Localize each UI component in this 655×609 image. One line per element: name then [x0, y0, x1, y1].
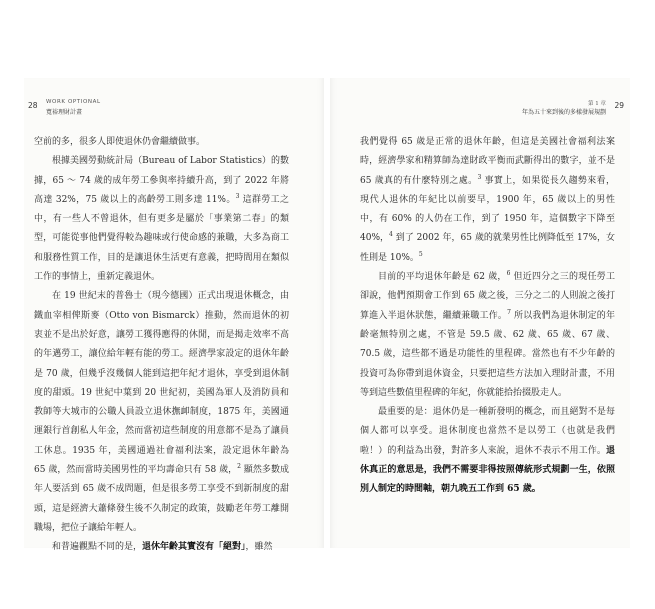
left-body-text — [34, 133, 289, 558]
body-paragraph — [34, 287, 289, 538]
body-paragraph — [360, 403, 615, 499]
text-run: 所以我們為退休制定的年齡毫無特別之處，不管是 59.5 歲、62 歲、65 歲、67 歲、70.5 歲，這些都不過是功能性的里程碑。當然也有不少年齡的投資可為你帶到退休資金，只要把這些方法加入理財計畫，不用等到這些數值里程碑的年紀，你就能拾抬掇股走人。 — [360, 310, 615, 398]
left-page — [24, 78, 324, 553]
text-run: 顯然多數成年人要活到 65 歲不成問題，但是很多勞工享受不到新制度的甜頭，這是經濟大蕭條發生後不久制定的政策，鼓勵老年勞工離開職場，把位子讓給年輕人。 — [34, 465, 289, 533]
footnote-marker: 4 — [389, 231, 393, 239]
footnote-marker: 3 — [477, 173, 482, 181]
footnote-marker: 5 — [418, 250, 423, 258]
footnote-marker: 3 — [235, 192, 240, 200]
text-run: ，雖然 — [245, 542, 273, 553]
right-body-text — [360, 133, 615, 500]
text-run: 空前的多，很多人即使退休仍會繼續做事。 — [34, 137, 206, 147]
running-head-title: 寬裕理財計畫 — [46, 109, 83, 116]
right-page — [330, 78, 630, 548]
running-head-chapter: 第 1 章 — [588, 101, 606, 107]
text-run: 最重要的是：退休仍是一種新發明的概念，而且絕對不是每個人都可以享受。退休制度也當然不是以勞工（也就是我們啦！）的利益為出發，對許多人來說，退休不表示不用工作。 — [360, 407, 615, 456]
emphasis-text: 退休真正的意思是，我們不需要非得按照傳統形式規劃一生，依照別人制定的時間軸，朝九晚五工作到 65 歲。 — [360, 445, 615, 495]
body-paragraph — [360, 268, 615, 403]
text-run: 這群勞工之中，有一些人不曾退休，但有更多是屬於「事業第二春」的類型，可能從事他們覺得較為趣味或行使命感的兼職，大多為商工和服務性質工作，目的是讓退休生活更有意義，把時間用在類似工作的事情上，重新定義退休。 — [34, 194, 289, 283]
text-run: 我們覺得 65 歲是正常的退休年齡，但這是美國社會福利法案時，經濟學家和精算師為達財政平衡而武斷得出的數字，並不是 65 歲真的有什麼特別之處。 — [360, 137, 615, 186]
text-run: 但近四分之三的現任勞工卻說，他們預期會工作到 65 歲之後，三分之二的人則說之後打算進入半退休狀態，繼續兼職工作。 — [360, 272, 615, 321]
text-run: 目前的平均退休年齡是 62 歲， — [378, 272, 507, 283]
text-run: 事實上，如果從長久趨勢來看，現代人退休的年紀比以前要早，1900 年，65 歲以上的男性中，有 60% 的人仍在工作，到了 1950 年，這個數字下降至 40%， — [360, 175, 615, 244]
body-paragraph — [34, 133, 289, 152]
text-run: 根據美國勞動統計局（Bureau of Labor Statistics）的數據，65 ～ 74 歲的成年勞工參與率持續升高，到了 2022 年將高達 32%，75 歲以上的高齡勞工則多達 11%。 — [34, 156, 289, 205]
page-number: 29 — [614, 101, 624, 110]
footnote-marker: 7 — [507, 308, 511, 316]
page-number: 28 — [28, 101, 38, 110]
text-run: 在 19 世紀末的普魯士（現今德國）正式出現退休概念，由鐵血宰相俾斯麥（Otto von Bismarck）推動，然而退休的初衷並不是出於好意，讓勞工獲得應得的休閒，而是揭走效率不高的年邁勞工，讓位給年輕有能的勞工。經濟學家設定的退休年齡是 70 歲，但幾乎沒幾個人能到這把年紀才退休，享受到退休制度的甜頭。19 世紀中葉到 20 世紀初，美國為軍人及消防員和教師等大城市的公職人員設立退休撫卹制度，1875 年，美國通運銀行首創私人年金，然而當初這些制度的用意都不是為了讓員工休息。1935 年，美國通過社會福利法案，設定退休年齡為 65 歲，然而當時美國男性的平均壽命只有 58 歲， — [34, 291, 289, 476]
emphasis-text: 退休年齡其實沒有「絕對」 — [142, 542, 246, 553]
running-head-english: WORK OPTIONAL — [46, 99, 101, 105]
text-run: 和普遍觀點不同的是， — [52, 542, 143, 553]
running-head-title: 年為五十來到後的多樣發展規劃 — [521, 109, 606, 116]
body-paragraph — [360, 133, 615, 268]
footnote-marker: 6 — [506, 270, 511, 278]
body-paragraph — [34, 538, 289, 557]
body-paragraph — [34, 152, 289, 287]
footnote-marker: 2 — [237, 463, 241, 471]
text-run: 到了 2002 年，65 歲的就業男性比例降低至 17%，女性則是 10%。 — [360, 233, 615, 263]
